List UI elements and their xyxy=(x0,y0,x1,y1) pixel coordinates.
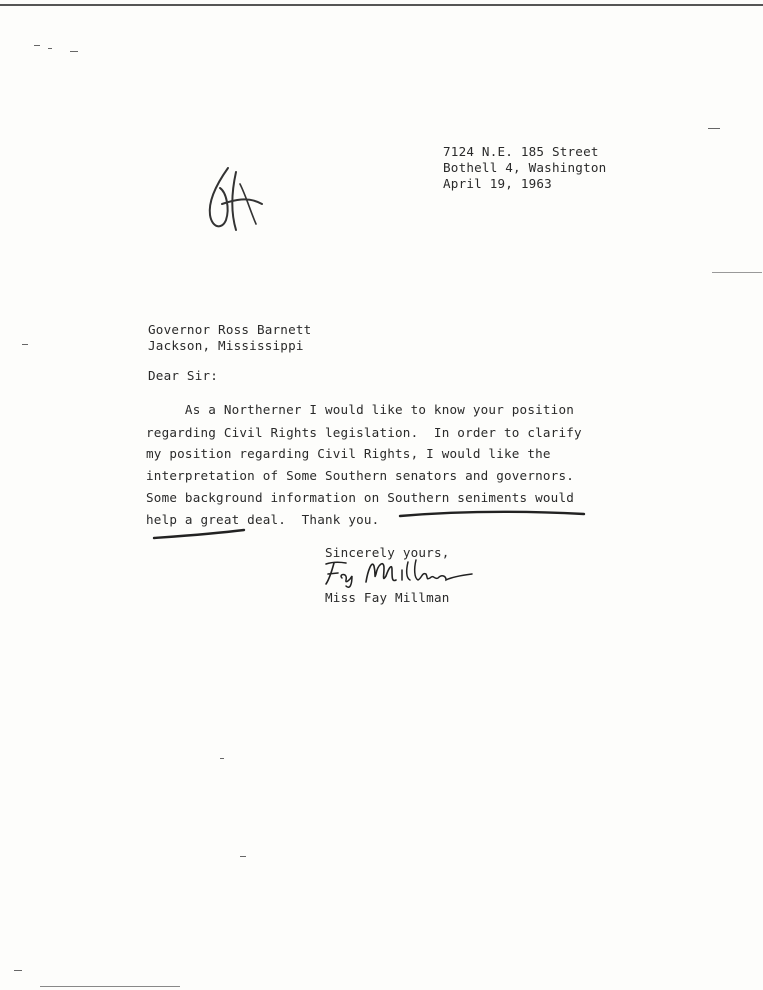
body-line: As a Northerner I would like to know your position xyxy=(146,402,575,417)
sender-city: Bothell 4, Washington xyxy=(443,160,607,175)
typed-name: Miss Fay Millman xyxy=(325,590,450,605)
scan-speck xyxy=(240,856,246,857)
scan-speck xyxy=(48,48,52,49)
scan-speck xyxy=(14,970,22,971)
body-line: interpretation of Some Southern senators and governors. xyxy=(146,468,575,483)
scan-speck xyxy=(220,758,224,759)
handwritten-signature xyxy=(322,556,482,590)
sender-street: 7124 N.E. 185 Street xyxy=(443,144,599,159)
closing: Sincerely yours, xyxy=(325,545,450,560)
scan-speck xyxy=(70,51,78,52)
page-top-edge xyxy=(0,4,763,6)
salutation: Dear Sir: xyxy=(148,368,219,383)
scan-speck xyxy=(708,128,720,129)
body-line: help a great deal. Thank you. xyxy=(146,512,380,527)
letter-date: April 19, 1963 xyxy=(443,176,552,191)
body-line: Some background information on Southern seniments would xyxy=(146,490,575,505)
handwritten-underline-mark xyxy=(152,526,248,542)
body-line: my position regarding Civil Rights, I would like the xyxy=(146,446,551,461)
body-line: regarding Civil Rights legislation. In order to clarify xyxy=(146,425,582,440)
scan-speck xyxy=(34,45,40,46)
scan-speck xyxy=(712,272,762,273)
page-bottom-edge xyxy=(40,986,180,987)
handwritten-underline-mark xyxy=(398,508,588,522)
handwritten-initials-mark xyxy=(200,160,270,235)
recipient-location: Jackson, Mississippi xyxy=(148,338,304,353)
scan-speck xyxy=(22,344,28,345)
recipient-name: Governor Ross Barnett xyxy=(148,322,312,337)
